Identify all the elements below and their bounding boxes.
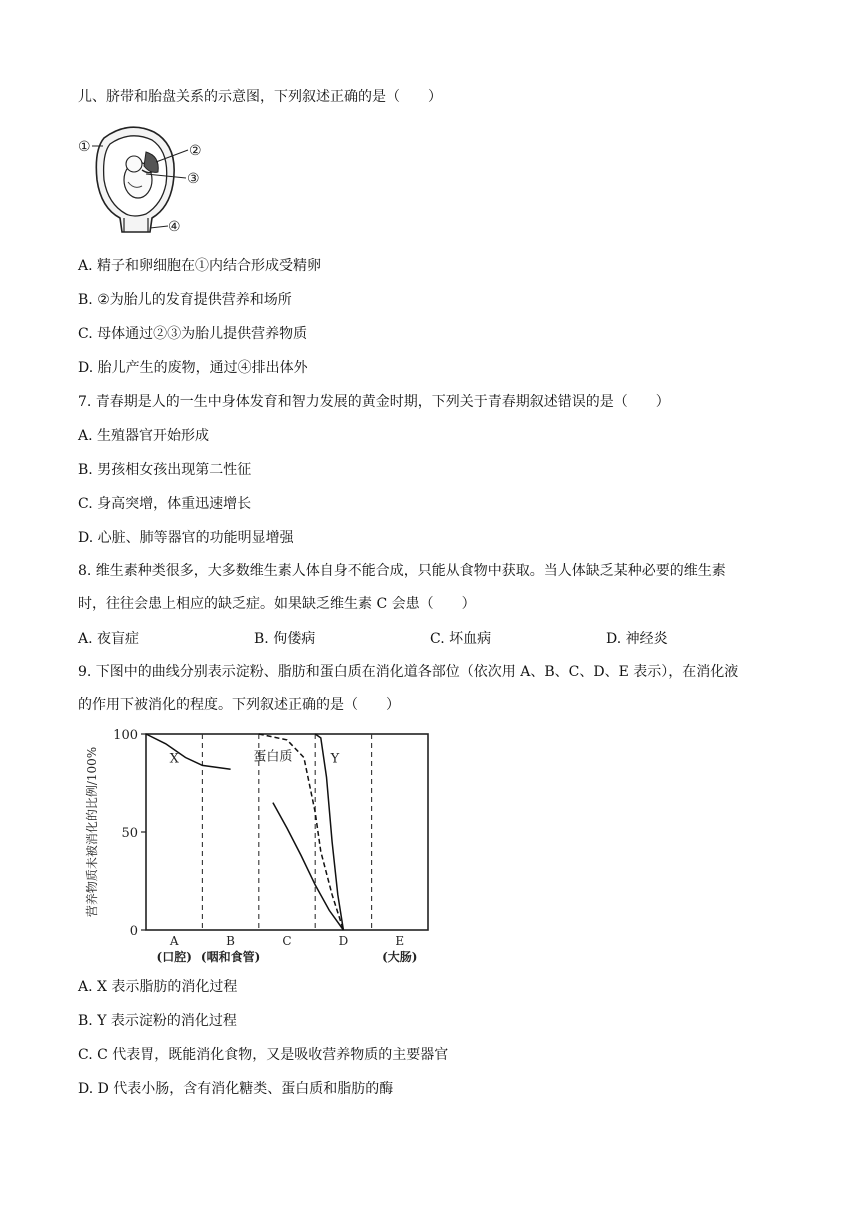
chart-y-tick-label: 50 (121, 826, 138, 841)
fig-label-1: ① (78, 139, 91, 155)
q7-option-c: C. 身高突增，体重迅速增长 (78, 496, 252, 512)
q8-stem-line2: 时，往往会患上相应的缺乏症。如果缺乏维生素 C 会患（ ） (78, 596, 476, 612)
q9-option-b: B. Y 表示淀粉的消化过程 (78, 1013, 237, 1029)
chart-x-category-label: C (282, 934, 292, 948)
q7-stem: 7. 青春期是人的一生中身体发育和智力发展的黄金时期，下列关于青春期叙述错误的是（ ） (78, 394, 670, 410)
digestion-chart (76, 726, 446, 970)
q8-option-c: C. 坏血病 (430, 631, 492, 647)
chart-x-category-note: (口腔) (156, 950, 192, 964)
fig-label-2: ② (189, 143, 202, 159)
q9-stem-line1: 9. 下图中的曲线分别表示淀粉、脂肪和蛋白质在消化道各部位（依次用 A、B、C、D、E 表示），在消化液 (78, 664, 739, 680)
q9-option-c: C. C 代表胃，既能消化食物，又是吸收营养物质的主要器官 (78, 1047, 449, 1063)
chart-series-label: Y (330, 751, 340, 767)
q9-stem-line2: 的作用下被消化的程度。下列叙述正确的是（ ） (78, 697, 400, 713)
q6-option-c: C. 母体通过②③为胎儿提供营养物质 (78, 326, 308, 342)
chart-x-category-note: (咽和食管) (200, 950, 261, 964)
chart-x-category-label: A (169, 934, 179, 948)
q8-option-d: D. 神经炎 (606, 631, 668, 647)
chart-x-category-label: E (395, 934, 405, 948)
chart-series-label: 蛋白质 (253, 749, 293, 765)
fetus-uterus-diagram (76, 122, 216, 240)
chart-x-category-label: D (338, 934, 349, 948)
q8-stem-line1: 8. 维生素种类很多，大多数维生素人体自身不能合成，只能从食物中获取。当人体缺乏某种必要的维生素 (78, 563, 726, 579)
chart-x-category-label: B (226, 934, 236, 948)
q9-option-d: D. D 代表小肠，含有消化糖类、蛋白质和脂肪的酶 (78, 1081, 394, 1097)
q9-option-a: A. X 表示脂肪的消化过程 (78, 979, 238, 995)
chart-y-axis-label: 营养物质未被消化的比例/100% (85, 746, 99, 918)
q8-option-a: A. 夜盲症 (78, 631, 140, 647)
fig-label-3: ③ (187, 171, 200, 187)
chart-series-label: X (169, 751, 179, 767)
chart-y-tick-label: 0 (129, 924, 138, 939)
fig-label-4: ④ (168, 219, 181, 235)
chart-y-tick-label: 100 (113, 728, 138, 743)
chart-series-line-1 (146, 734, 231, 769)
q8-option-b: B. 佝偻病 (254, 631, 316, 647)
q7-option-a: A. 生殖器官开始形成 (78, 428, 210, 444)
chart-series-line-3 (273, 803, 344, 930)
q6-option-d: D. 胎儿产生的废物，通过④排出体外 (78, 360, 308, 376)
q7-option-d: D. 心脏、肺等器官的功能明显增强 (78, 530, 294, 546)
chart-x-category-note: (大肠) (382, 950, 418, 964)
q6-option-a: A. 精子和卵细胞在①内结合形成受精卵 (78, 258, 322, 274)
q6-stem: 儿、脐带和胎盘关系的示意图，下列叙述正确的是（ ） (78, 89, 442, 105)
q7-option-b: B. 男孩相女孩出现第二性征 (78, 462, 252, 478)
q6-option-b: B. ②为胎儿的发育提供营养和场所 (78, 292, 292, 308)
